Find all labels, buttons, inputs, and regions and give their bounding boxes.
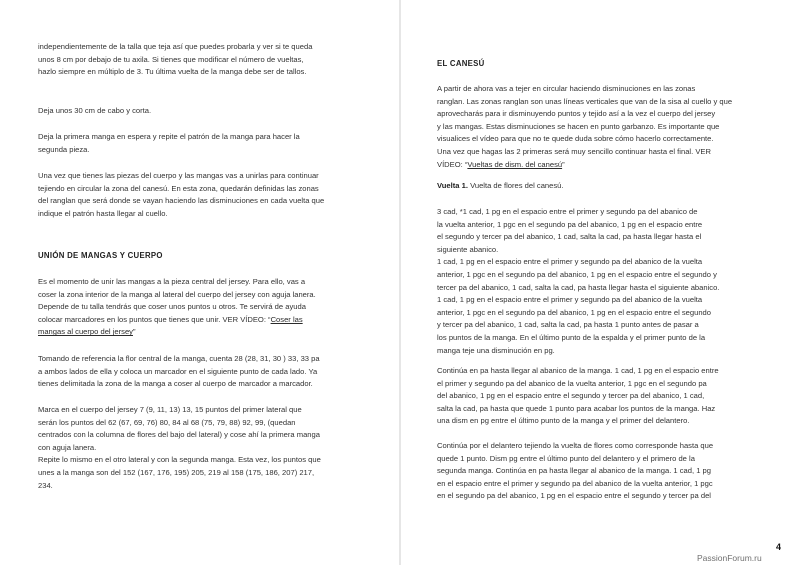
- text-line: 3 cad, *1 cad, 1 pg en el espacio entre el primer y segundo pa del abanico de: [437, 207, 698, 216]
- text-line: los puntos de la manga. En el último punto de la espalda y el primer punto de la: [437, 332, 706, 342]
- reference-paragraph: [38, 353, 320, 391]
- join-intro-paragraph: [38, 170, 324, 220]
- text-line: anterior, 1 pgc en el segundo pa del abanico, 1 pg en el espacio entre el segundo: [437, 307, 712, 317]
- text-line: indique el patrón hasta llegar al cuello.: [38, 208, 168, 218]
- video-prefix: VÍDEO: “: [437, 159, 468, 169]
- text-line: tejiendo en circular la zona del canesú. En esta zona, quedarán definidas las zonas: [38, 183, 319, 193]
- video-suffix: ”: [132, 327, 136, 337]
- text-line: Deja la primera manga en espera y repite el patrón de la manga para hacer la: [38, 132, 300, 141]
- text-line: Tomando de referencia la flor central de la manga, cuenta 28 (28, 31, 30 ) 33, 33 pa: [38, 354, 320, 363]
- video-link-coser-mangas[interactable]: Coser las: [270, 314, 303, 324]
- text-line: visualices el vídeo para que no te quede duda sobre cómo hacerlo correctamente.: [437, 134, 714, 144]
- text-line: en el espacio entre el primer y segundo pa del abanico de la vuelta anterior, 1 pgc: [437, 478, 713, 488]
- text-line: y tercer pa del abanico, 1 cad, salta la cad, pa hasta 1 punto antes de pasar a: [437, 320, 699, 330]
- page-number: 4: [776, 542, 782, 552]
- text-line: segunda manga. Continúa en pa hasta llegar al abanico de la manga. 1 cad, 1 pg: [437, 466, 711, 476]
- union-paragraph: [38, 276, 316, 339]
- marking-paragraph: [38, 404, 321, 492]
- text-line: anterior, 1 pgc en el segundo pa del abanico, 1 pg en el espacio entre el segundo y: [437, 269, 717, 279]
- text-line: centrados con la columna de flores del bajo del lateral) y cose ahí la primera manga: [38, 430, 320, 440]
- text-line: el segundo y tercer pa del abanico, 1 cad, salta la cad, pa hasta llegar hasta el: [437, 232, 702, 242]
- text-line: 234.: [38, 480, 53, 490]
- section-heading-canesu: EL CANESÚ: [437, 59, 485, 68]
- text-line: 1 cad, 1 pg en el espacio entre el primer y segundo pa del abanico de la vuelta: [437, 295, 703, 305]
- text-line: siguiente abanico.: [437, 244, 499, 254]
- video-suffix: ”: [562, 159, 565, 169]
- text-line: independientemente de la talla que teja así que puedes probarla y ver si te queda: [38, 42, 313, 51]
- text-line: Una vez que tienes las piezas del cuerpo y las mangas vas a unirlas para continuar: [38, 171, 319, 180]
- text-line: segunda pieza.: [38, 144, 90, 154]
- text-line: [437, 159, 732, 172]
- text-line: tienes delimitada la zona de la manga a coser al cuerpo de marcador a marcador.: [38, 379, 313, 389]
- section-heading-union: UNIÓN DE MANGAS Y CUERPO: [38, 251, 163, 260]
- text-line: [38, 314, 316, 327]
- text-line: Marca en el cuerpo del jersey 7 (9, 11, 13) 13, 15 puntos del primer lateral que: [38, 405, 302, 414]
- text-line: unos 8 cm por debajo de tu axila. Si tienes que modificar el número de vueltas,: [38, 54, 304, 64]
- canesu-intro-paragraph: [437, 83, 732, 171]
- text-line: ranglan. Las zonas ranglan son unas líneas verticales que van de la sisa al cuello y que: [437, 96, 733, 106]
- text-line: A partir de ahora vas a tejer en circular haciendo disminuciones en las zonas: [437, 84, 696, 93]
- front-continue-paragraph: [437, 440, 713, 503]
- text-line: el primer y segundo pa del abanico de la vuelta anterior, 1 pgc en el segundo pa: [437, 378, 707, 388]
- text-line: manga teje una disminución en pg.: [437, 345, 555, 355]
- right-page: [401, 0, 800, 565]
- text-line: Deja unos 30 cm de cabo y corta.: [38, 106, 152, 115]
- watermark: PassionForum.ru: [697, 553, 762, 563]
- text-line: [38, 326, 316, 339]
- text-line: a ambos lados de ella y coloca un marcador en el siguiente punto de cada lado. Ya: [38, 366, 318, 376]
- text-line: [437, 180, 564, 193]
- text-line: tercer pa del abanico, 1 cad, salta la cad, pa hasta llegar hasta el siguiente abanico.: [437, 282, 720, 292]
- text-line: en el segundo pa del abanico, 1 pg en el espacio entre el segundo y tercer pa del: [437, 491, 711, 501]
- text-line: hazlo siempre en múltiplo de 3. Tu última vuelta de la manga debe ser de tallos.: [38, 67, 307, 77]
- sleeve-continue-paragraph: [437, 365, 719, 428]
- text-line: Continúa por el delantero tejiendo la vuelta de flores como corresponde hasta que: [437, 441, 714, 450]
- text-line: Una vez que hagas las 2 primeras será muy sencillo continuar hasta el final. VER: [437, 146, 711, 156]
- text-line: Depende de tu talla tendrás que coser unos puntos u otros. Te servirá de ayuda: [38, 302, 306, 312]
- text-line: 1 cad, 1 pg en el espacio entre el primer y segundo pa del abanico de la vuelta: [437, 257, 703, 267]
- second-sleeve-paragraph: [38, 131, 300, 156]
- text-line: coser la zona interior de la manga al lateral del cuerpo del jersey con aguja lanera.: [38, 289, 316, 299]
- cut-yarn-paragraph: [38, 105, 151, 118]
- text-line: la vuelta anterior, 1 pgc en el segundo pa del abanico, 1 pg en el espacio entre: [437, 219, 703, 229]
- text-line: con aguja lanera.: [38, 442, 97, 452]
- video-link-coser-mangas-cont[interactable]: mangas al cuerpo del jersey: [38, 327, 133, 337]
- vuelta-instructions-paragraph: [437, 206, 719, 357]
- text-line: una dism en pg entre el último punto de la manga y el primer del delantero.: [437, 416, 690, 426]
- vuelta-label: Vuelta 1.: [437, 181, 468, 190]
- text-line: quede 1 punto. Dism pg entre el último punto del delantero y el primero de la: [437, 453, 695, 463]
- left-page: [0, 0, 399, 565]
- video-prefix: colocar marcadores en los puntos que tienes que unir. VER VÍDEO: “: [38, 314, 271, 324]
- text-line: y las mangas. Estas disminuciones se hacen en punto garbanzo. Es importante que: [437, 121, 720, 131]
- text-line: Continúa en pa hasta llegar al abanico de la manga. 1 cad, 1 pg en el espacio entre: [437, 366, 719, 375]
- vuelta-text: Vuelta de flores del canesú.: [467, 181, 564, 190]
- intro-paragraph: [38, 41, 312, 79]
- text-line: del abanico, 1 pg en el espacio entre el segundo y tercer pa del abanico, 1 cad,: [437, 391, 705, 401]
- text-line: salta la cad, pa hasta que quede 1 punto para acabar los puntos de la manga. Haz: [437, 403, 716, 413]
- text-line: Repite lo mismo en el otro lateral y con la segunda manga. Esta vez, los puntos que: [38, 455, 321, 465]
- video-link-vueltas-dism[interactable]: Vueltas de dism. del canesú: [467, 159, 563, 169]
- text-line: unes a la manga son del 152 (167, 176, 195) 205, 219 al 158 (175, 186, 207) 217,: [38, 467, 315, 477]
- text-line: serán los puntos del 62 (67, 69, 76) 80, 84 al 68 (75, 79, 88) 92, 99, (quedan: [38, 417, 296, 427]
- text-line: aprovecharás para ir disminuyendo puntos y tejido así a la vez el cuerpo del jersey: [437, 109, 716, 119]
- vuelta-1-line: [437, 180, 564, 193]
- text-line: Es el momento de unir las mangas a la pieza central del jersey. Para ello, vas a: [38, 277, 306, 286]
- text-line: del ranglan que será donde se vayan haciendo las disminuciones en cada vuelta que: [38, 196, 325, 206]
